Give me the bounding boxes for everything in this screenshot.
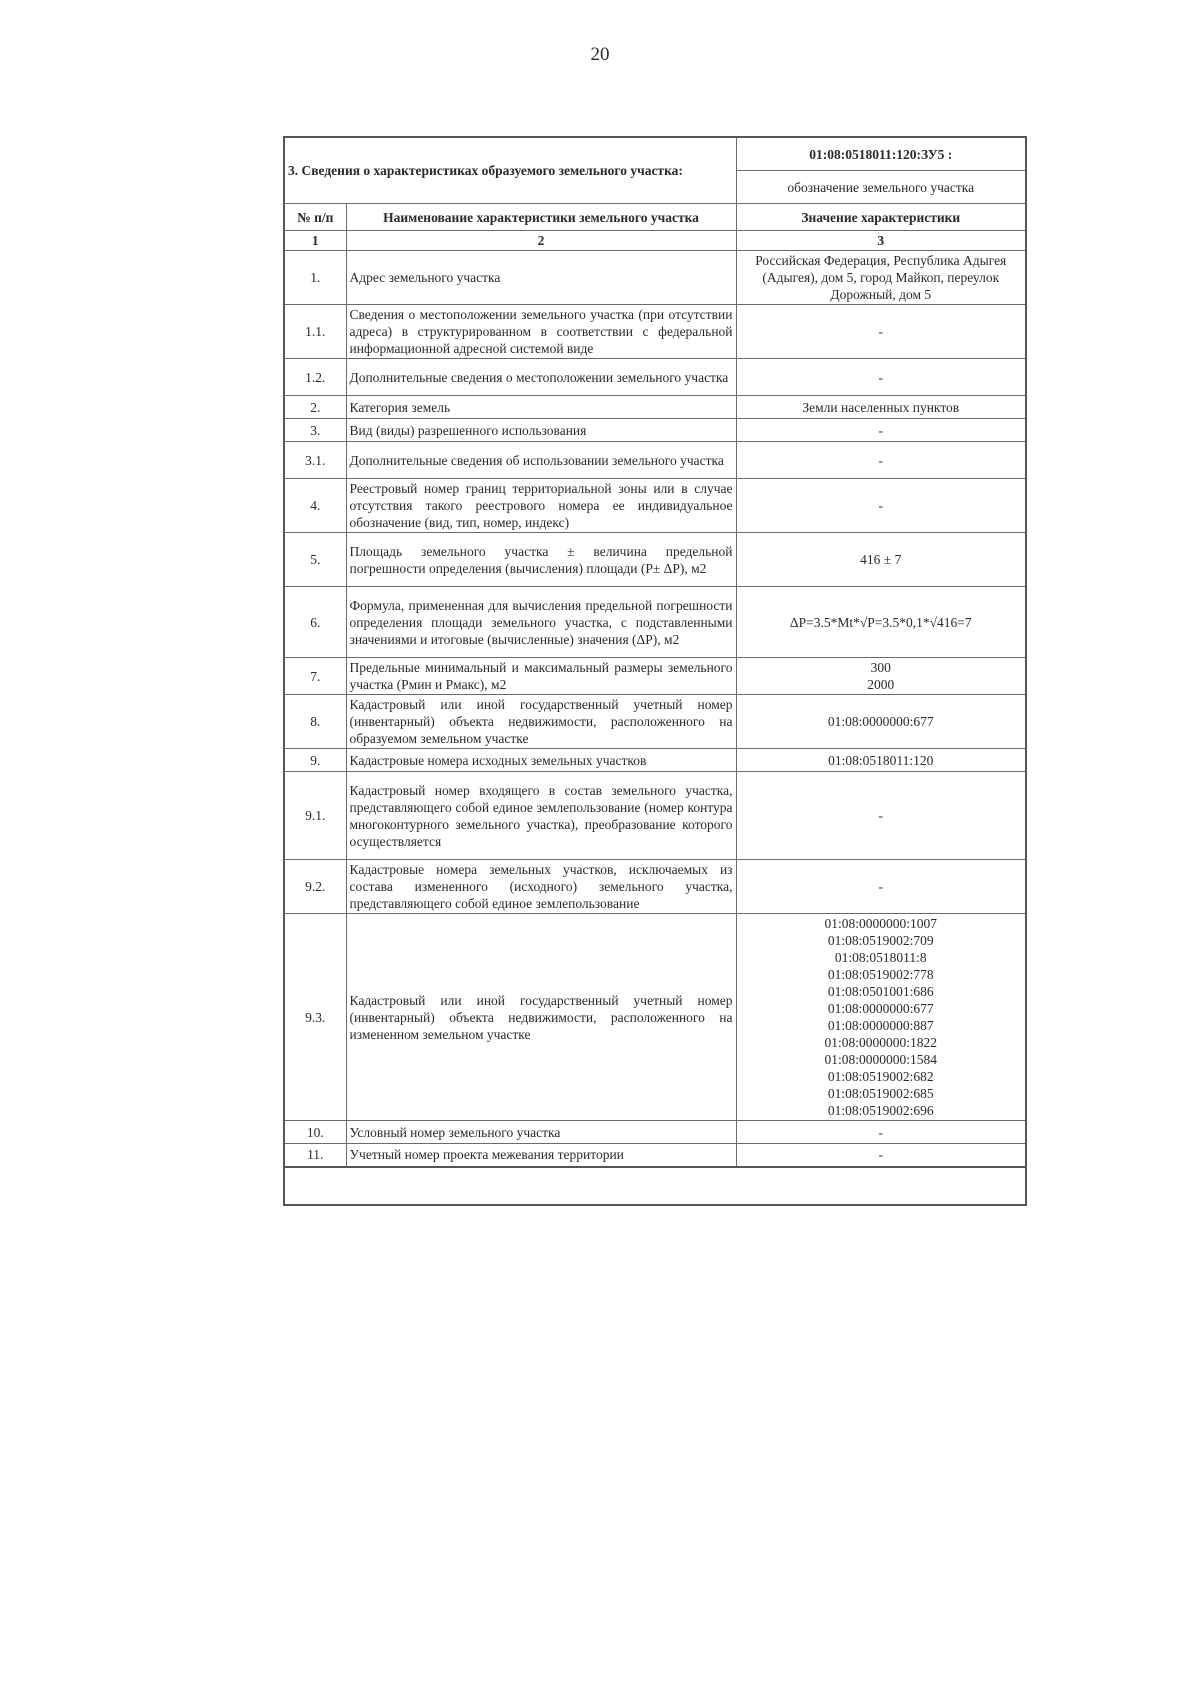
row-number: 9.2. [284,860,346,914]
row-number: 7. [284,658,346,695]
table-row [284,1144,1026,1167]
row-name: Условный номер земельного участка [346,1121,736,1144]
parcel-designation: 01:08:0518011:120:ЗУ5 : [736,137,1026,171]
row-value: - [736,479,1026,533]
header-name: Наименование характеристики земельного участка [346,204,736,231]
cadastral-number: 01:08:0501001:686 [827,984,934,999]
table-row [284,305,1026,359]
row-number: 6. [284,587,346,658]
cadastral-number: 01:08:0000000:887 [827,1018,934,1033]
row-number: 2. [284,396,346,419]
row-name: Кадастровый или иной государственный учетный номер (инвентарный) объекта недвижимости, расположенного на образуемом земельном участке [346,695,736,749]
row-value: - [736,359,1026,396]
column-number: 2 [346,231,736,251]
row-value: - [736,1144,1026,1167]
cadastral-number: 01:08:0000000:677 [827,1001,934,1016]
section-header-row [284,137,1026,171]
row-number: 5. [284,533,346,587]
empty-footer-cell [284,1167,1026,1205]
row-value: 01:08:0000000:677 [736,695,1026,749]
table-row [284,419,1026,442]
section-title: 3. Сведения о характеристиках образуемого земельного участка: [284,137,736,204]
table-row [284,442,1026,479]
table-row [284,1121,1026,1144]
cadastral-number: 01:08:0519002:709 [827,933,934,948]
row-number: 4. [284,479,346,533]
row-name: Реестровый номер границ территориальной зоны или в случае отсутствия такого реестрового номера ее индивидуальное обозначение (вид, тип, номер, индекс) [346,479,736,533]
table-row [284,396,1026,419]
row-name: Дополнительные сведения об использовании земельного участка [346,442,736,479]
designation-caption: обозначение земельного участка [736,171,1026,204]
cadastral-number: 01:08:0519002:696 [827,1103,934,1118]
min-size-value: 300 [870,660,891,675]
max-size-value: 2000 [867,677,895,692]
row-name: Адрес земельного участка [346,251,736,305]
column-number-row [284,231,1026,251]
table-row [284,749,1026,772]
row-number: 9.1. [284,772,346,860]
row-number: 11. [284,1144,346,1167]
row-value [736,658,1026,695]
row-number: 9.3. [284,914,346,1121]
page-number: 20 [590,44,610,65]
row-number: 9. [284,749,346,772]
row-name: Формула, примененная для вычисления предельной погрешности определения площади земельного участка, с подставленными значениями и итоговые (вычисленные) значения (ΔР), м2 [346,587,736,658]
row-number: 1.2. [284,359,346,396]
row-value: Земли населенных пунктов [736,396,1026,419]
row-value: - [736,772,1026,860]
row-name: Предельные минимальный и максимальный размеры земельного участка (Рмин и Рмакс), м2 [346,658,736,695]
row-name: Сведения о местоположении земельного участка (при отсутствии адреса) в структурированном в соответствии с федеральной информационной адресной системой виде [346,305,736,359]
column-number: 3 [736,231,1026,251]
empty-footer-row [284,1167,1026,1205]
row-number: 10. [284,1121,346,1144]
table-row [284,860,1026,914]
cadastral-number: 01:08:0519002:685 [827,1086,934,1101]
cadastral-number: 01:08:0000000:1584 [824,1052,938,1067]
table-row [284,587,1026,658]
row-name: Кадастровые номера исходных земельных участков [346,749,736,772]
table-row [284,533,1026,587]
table-row [284,772,1026,860]
row-value: - [736,442,1026,479]
table-row [284,658,1026,695]
row-name: Кадастровые номера земельных участков, исключаемых из состава измененного (исходного) земельного участка, представляющего собой единое землепользование [346,860,736,914]
parcel-characteristics-table [283,136,1027,1206]
table-row [284,914,1026,1121]
cadastral-number: 01:08:0000000:1007 [824,916,938,931]
table-row [284,479,1026,533]
header-num: № п/п [284,204,346,231]
header-value: Значение характеристики [736,204,1026,231]
row-name: Вид (виды) разрешенного использования [346,419,736,442]
row-value: ΔР=3.5*Mt*√P=3.5*0,1*√416=7 [736,587,1026,658]
row-number: 1. [284,251,346,305]
row-value: - [736,860,1026,914]
row-name: Площадь земельного участка ± величина предельной погрешности определения (вычисления) площади (Р± ΔР), м2 [346,533,736,587]
column-number: 1 [284,231,346,251]
row-number: 1.1. [284,305,346,359]
row-value: - [736,1121,1026,1144]
cadastral-number: 01:08:0518011:8 [834,950,927,965]
row-name: Кадастровый или иной государственный учетный номер (инвентарный) объекта недвижимости, расположенного на измененном земельном участке [346,914,736,1121]
row-value: Российская Федерация, Республика Адыгея (Адыгея), дом 5, город Майкоп, переулок Дорожный, дом 5 [736,251,1026,305]
row-number: 3.1. [284,442,346,479]
table-row [284,251,1026,305]
cadastral-number: 01:08:0000000:1822 [824,1035,938,1050]
table-row [284,359,1026,396]
column-header-row [284,204,1026,231]
cadastral-number: 01:08:0519002:778 [827,967,934,982]
row-value: - [736,305,1026,359]
row-name: Дополнительные сведения о местоположении земельного участка [346,359,736,396]
row-value: 01:08:0518011:120 [736,749,1026,772]
row-name: Категория земель [346,396,736,419]
row-name: Учетный номер проекта межевания территории [346,1144,736,1167]
row-number: 3. [284,419,346,442]
row-number: 8. [284,695,346,749]
row-name: Кадастровый номер входящего в состав земельного участка, представляющего собой единое землепользование (номер контура многоконтурного земельного участка), преобразование которого осуществляется [346,772,736,860]
row-value: - [736,419,1026,442]
row-value: 416 ± 7 [736,533,1026,587]
row-value [736,914,1026,1121]
cadastral-number: 01:08:0519002:682 [827,1069,934,1084]
table-row [284,695,1026,749]
